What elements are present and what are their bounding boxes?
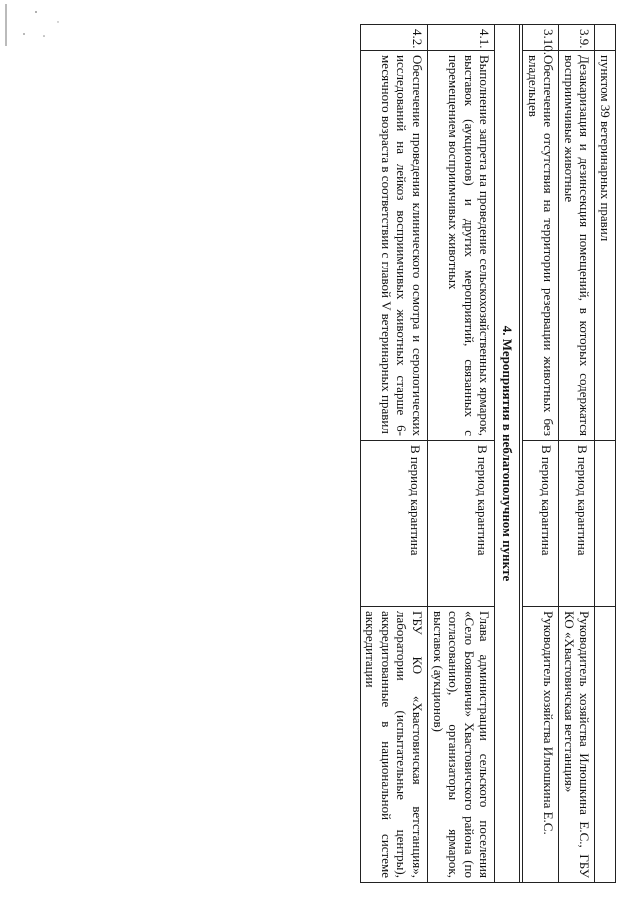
table-row [360, 25, 427, 883]
section-title: 4. Мероприятия в неблагополучном пункте [495, 25, 520, 883]
measure-description: Обеспечение проведения клинического осмотра и серологических исследований на лейкоз восприимчивых животных старше 6-месячного возраста в соответствии с главой V ветеринарных правил [360, 51, 427, 441]
row-number: 4.1. [428, 25, 495, 51]
row-number [595, 25, 616, 51]
table-row [523, 25, 559, 883]
measure-responsible: Глава администрации сельского поселения «Село Бояновичи» Хвастовичского района (по согласованию), организаторы ярмарок, выставок (аукционов) [428, 607, 495, 883]
measures-table [360, 24, 616, 883]
row-number: 4.2. [360, 25, 427, 51]
measure-description: Выполнение запрета на проведение сельскохозяйственных ярмарок, выставок (аукционов) и других мероприятий, связанных с перемещением восприимчивых животных [428, 51, 495, 441]
measure-term: В период карантина [360, 441, 427, 607]
spacer-cell [520, 25, 523, 883]
measure-term: В период карантина [559, 441, 595, 607]
measure-term [595, 441, 616, 607]
row-number: 3.9. [559, 25, 595, 51]
table-row [595, 25, 616, 883]
measure-responsible: Руководитель хозяйства Илюшкина Е.С., ГБУ КО «Хвастовичская ветстанция» [559, 607, 595, 883]
row-number: 3.10. [523, 25, 559, 51]
table-spacer-row [520, 25, 523, 883]
measure-term: В период карантина [428, 441, 495, 607]
measure-responsible [595, 607, 616, 883]
table-row [428, 25, 495, 883]
measure-responsible: ГБУ КО «Хвастовичская ветстанция», лаборатории (испытательные центры), аккредитованные в национальной системе аккредитации [360, 607, 427, 883]
rotated-document [16, 24, 616, 882]
measure-description: Дезакаризация и дезинсекция помещений, в которых содержатся восприимчивые животные [559, 51, 595, 441]
section-heading-row [495, 25, 520, 883]
measure-description: Обеспечение отсутствия на территории резервации животных без владельцев [523, 51, 559, 441]
measure-term: В период карантина [523, 441, 559, 607]
measure-responsible: Руководитель хозяйства Илюшкина Е.С. [523, 607, 559, 883]
table-row [559, 25, 595, 883]
measure-description: пунктом 39 ветеринарных правил [595, 51, 616, 441]
